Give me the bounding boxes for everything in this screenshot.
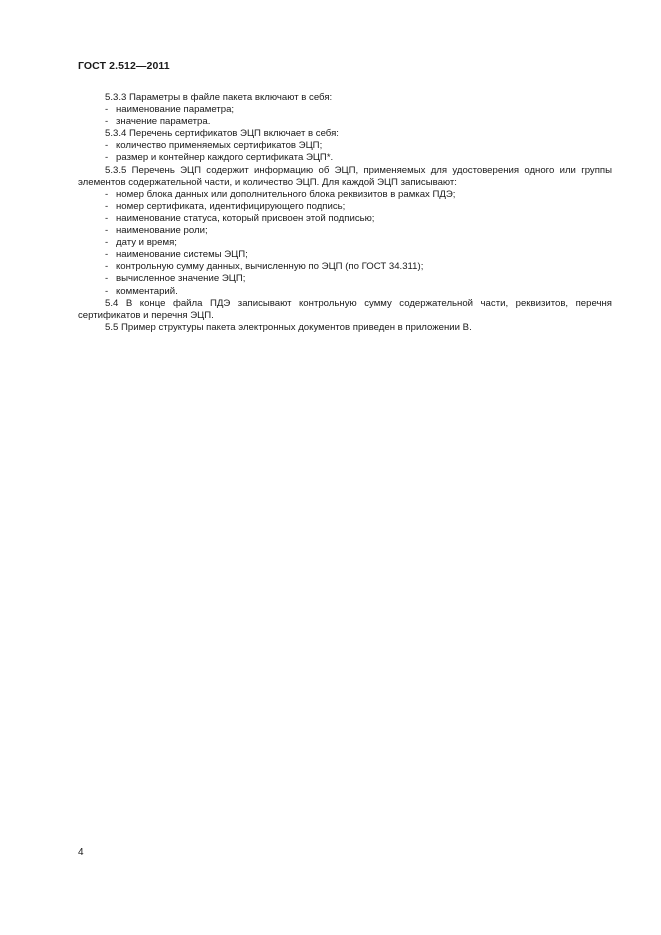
list-item-text: номер блока данных или дополнительного блока реквизитов в рамках ПДЭ; — [116, 188, 456, 200]
list-item-text: наименование параметра; — [116, 104, 235, 116]
list-dash: - — [105, 116, 109, 128]
list-dash: - — [105, 237, 109, 249]
document-header: ГОСТ 2.512—2011 — [78, 60, 170, 72]
list-dash: - — [105, 152, 109, 164]
list-item-text: вычисленное значение ЭЦП; — [116, 273, 246, 285]
list-dash: - — [105, 285, 109, 297]
section-5-5: 5.5 Пример структуры пакета электронных документов приведен в приложении В. — [105, 321, 472, 333]
list-dash: - — [105, 188, 109, 200]
list-item — [78, 261, 612, 273]
list-item-text: комментарий. — [116, 285, 178, 297]
section-5-4: 5.4 В конце файла ПДЭ записывают контрольную сумму содержательной части, реквизитов, перечня сертификатов и перечня ЭЦП. — [78, 297, 612, 321]
list-item — [78, 140, 612, 152]
list-dash: - — [105, 273, 109, 285]
list-item-text: контрольную сумму данных, вычисленную по ЭЦП (по ГОСТ 34.311); — [116, 261, 424, 273]
list-item-text: дату и время; — [116, 237, 177, 249]
document-body — [78, 92, 612, 334]
list-item — [78, 237, 612, 249]
list-item — [78, 213, 612, 225]
section-5-3-3-intro: 5.3.3 Параметры в файле пакета включают в себя: — [105, 92, 333, 103]
list-dash: - — [105, 261, 109, 273]
list-item — [78, 286, 612, 298]
list-item-text: номер сертификата, идентифицирующего подпись; — [116, 200, 346, 212]
section-5-3-4-intro: 5.3.4 Перечень сертификатов ЭЦП включает в себя: — [105, 128, 339, 140]
list-item-text: наименование статуса, который присвоен этой подписью; — [116, 212, 375, 224]
list-item-text: наименование системы ЭЦП; — [116, 249, 248, 261]
list-dash: - — [105, 140, 109, 152]
list-item-text: размер и контейнер каждого сертификата ЭЦП*. — [116, 152, 334, 164]
list-item-text: значение параметра. — [116, 116, 211, 128]
section-5-3-5-intro: 5.3.5 Перечень ЭЦП содержит информацию об ЭЦП, применяемых для удостоверения одного или группы элементов содержательной части, и количество ЭЦП. Для каждой ЭЦП записывают: — [78, 164, 612, 188]
list-item-text: количество применяемых сертификатов ЭЦП; — [116, 140, 323, 152]
list-dash: - — [105, 249, 109, 261]
page-number: 4 — [78, 847, 84, 858]
list-item — [78, 249, 612, 261]
list-item — [78, 201, 612, 213]
list-item — [78, 116, 612, 128]
list-dash: - — [105, 104, 109, 116]
list-item — [78, 104, 612, 116]
list-item — [78, 225, 612, 237]
list-dash: - — [105, 225, 109, 237]
list-dash: - — [105, 212, 109, 224]
list-dash: - — [105, 200, 109, 212]
list-item — [78, 273, 612, 285]
list-item — [78, 152, 612, 164]
list-item-text: наименование роли; — [116, 225, 208, 237]
list-item — [78, 189, 612, 201]
